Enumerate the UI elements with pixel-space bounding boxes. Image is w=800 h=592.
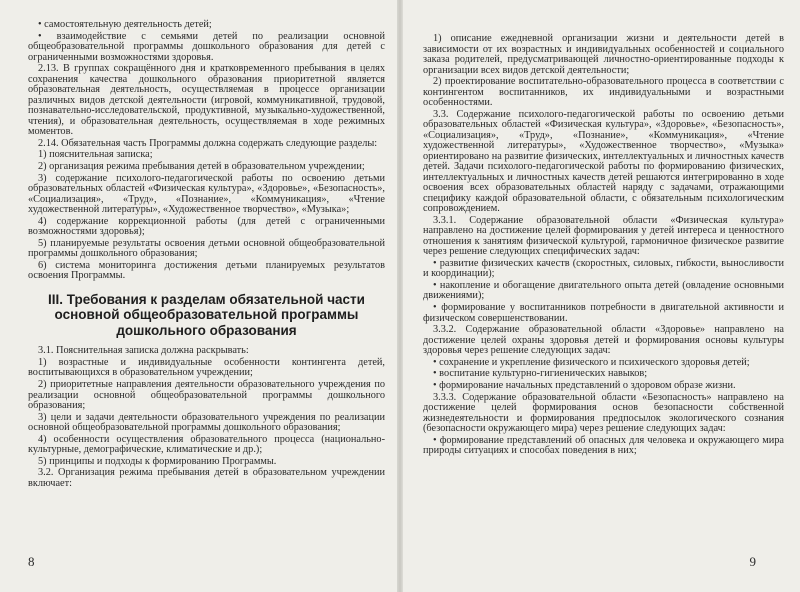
list-item: 1) возрастные и индивидуальные особенности контингента детей, воспитывающихся в образовательном учреждении;: [28, 356, 385, 379]
list-item: • взаимодействие с семьями детей по реализации основной общеобразовательной программы дошкольного образования для детей с ограниченными возможностями здоровья.: [28, 30, 385, 63]
list-item: • формирование у воспитанников потребности в двигательной активности и физическом совершенствовании.: [423, 302, 784, 324]
list-item: • формирование представлений об опасных для человека и окружающего мира природы ситуациях и способах поведения в них;: [423, 434, 784, 457]
paragraph: 3.3.1. Содержание образовательной области «Физическая культура» направлено на достижение целей формирования у детей интереса и ценностного отношения к занятиям физической культурой, гармоничное физическое развитие через решение следующих специфических задач:: [423, 214, 784, 258]
list-item: • развитие физических качеств (скоростных, силовых, гибкости, выносливости и координации);: [423, 257, 784, 280]
list-item: • формирование начальных представлений о здоровом образе жизни.: [433, 379, 736, 391]
list-item: 3) цели и задачи деятельности образовательного учреждения по реализации основной общеобразовательной программы дошкольного образования;: [28, 411, 385, 434]
list-item: • воспитание культурно-гигиенических навыков;: [433, 368, 648, 380]
list-item: • сохранение и укрепление физического и психического здоровья детей;: [433, 356, 750, 368]
paragraph: 3.2. Организация режима пребывания детей в образовательном учреждении включает:: [28, 467, 385, 489]
left-text-column: [28, 20, 385, 489]
right-page: [403, 0, 800, 592]
list-item: 2) проектирование воспитательно-образовательного процесса в соответствии с контингентом воспитанников, их индивидуальными и возрастными особенностями.: [423, 76, 784, 109]
paragraph: 3.1. Пояснительная записка должна раскрывать:: [38, 345, 249, 357]
list-item: 5) планируемые результаты освоения детьми основной общеобразовательной программы дошкольного образования;: [28, 237, 385, 260]
list-item: 3) содержание психолого-педагогической работы по освоению детьми образовательных областей «Физическая культура», «Здоровье», «Безопасность», «Социализация», «Труд», «Познание», «Коммуникация», «Чтение художественной литературы», «Художественное творчество», «Музыка»;: [28, 172, 385, 216]
list-item: 5) принципы и подходы к формированию Программы.: [38, 455, 277, 467]
page-number-right: 9: [749, 554, 756, 569]
paragraph: 3.3. Содержание психолого-педагогической работы по освоению детьми образовательных областей «Физическая культура», «Здоровье», «Безопасность», «Социализация», «Труд», «Познание», «Коммуникация», «Чтение художественной литературы», «Художественное творчество», «Музыка» ориентировано на развитие физических, интеллектуальных и личностных качеств детей. Задачи психолого-педагогической работы по формированию физических, интеллектуальных и личностных качеств детей решаются интегрированно в ходе освоения всех образовательных областей наряду с задачами, отражающими специфику каждой образовательной области, с обязательным психологическим сопровождением.: [423, 108, 784, 215]
list-item: 4) особенности осуществления образовательного процесса (национально-культурные, демографические, климатические и др.);: [28, 433, 385, 456]
paragraph: 2.14. Обязательная часть Программы должна содержать следующие разделы:: [38, 137, 378, 149]
section-heading: III. Требования к разделам обязательной части основной общеобразовательной программы дошкольного образования: [48, 291, 365, 338]
list-item: 6) система мониторинга достижения детьми планируемых результатов освоения Программы.: [28, 259, 385, 282]
page-number-left: 8: [28, 554, 35, 569]
list-item: 2) организация режима пребывания детей в образовательном учреждении;: [38, 160, 365, 172]
list-item: 4) содержание коррекционной работы (для детей с ограниченными возможностями здоровья);: [28, 215, 385, 238]
left-page: [0, 0, 397, 592]
list-item: 1) описание ежедневной организации жизни и деятельности детей в зависимости от их возрастных и индивидуальных особенностей и социального заказа родителей, предусматривающей личностно-ориентированные подходы к организации всех видов детской деятельности;: [423, 33, 784, 76]
paragraph: 3.3.2. Содержание образовательной области «Здоровье» направлено на достижение целей охраны здоровья детей и формирования основы культуры здоровья через решение следующих задач:: [423, 324, 784, 357]
paragraph: 2.13. В группах сокращённого дня и кратковременного пребывания в целях сохранения качества дошкольного образования приоритетной является образовательная деятельность, осуществляемая в процессе организации различных видов детской деятельности (игровой, коммуникативной, трудовой, познавательно-исследовательской, продуктивной, музыкально-художественной, чтения), и образовательная деятельность, осуществляемая в ходе режимных моментов.: [28, 63, 385, 138]
list-item: • накопление и обогащение двигательного опыта детей (овладение основными движениями);: [423, 279, 784, 302]
paragraph: 3.3.3. Содержание образовательной области «Безопасность» направлено на достижение целей формирования основ безопасности собственной жизнедеятельности и формирования предпосылок экологического сознания (безопасности окружающего мира) через решение следующих задач:: [423, 391, 784, 435]
right-text-column: [423, 34, 784, 457]
list-item: 2) приоритетные направления деятельности образовательного учреждения по реализации основной общеобразовательной программы дошкольного образования;: [28, 379, 385, 412]
list-item: • самостоятельную деятельность детей;: [38, 19, 212, 30]
list-item: 1) пояснительная записка;: [38, 149, 153, 161]
